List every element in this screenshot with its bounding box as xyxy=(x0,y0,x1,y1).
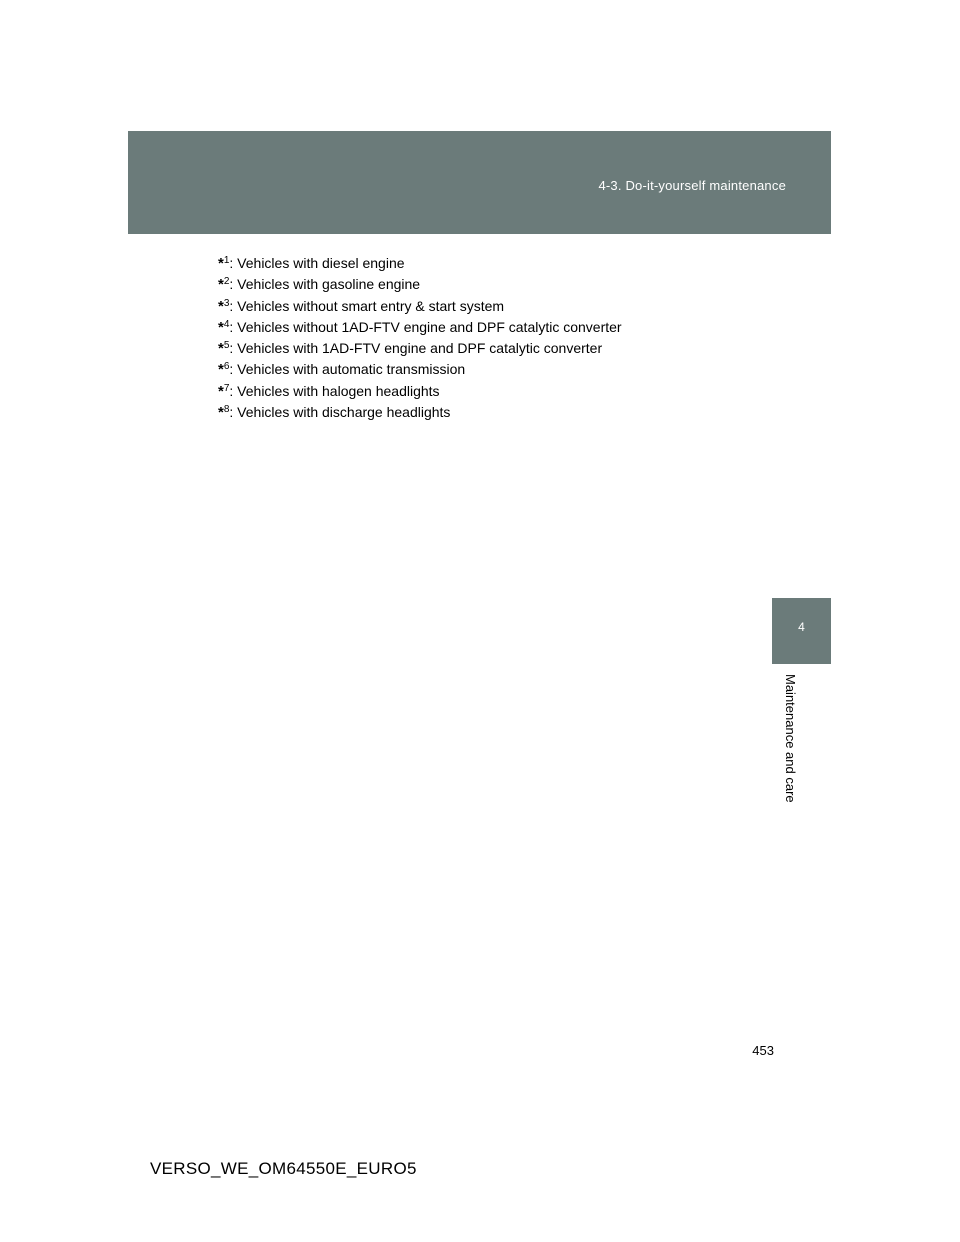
footnote-item xyxy=(218,318,622,339)
footnote-marker: * xyxy=(218,361,224,379)
footnote-text: : Vehicles with discharge headlights xyxy=(229,404,451,421)
footnote-item xyxy=(218,360,622,381)
footnote-number: 6 xyxy=(223,361,230,373)
footnote-number: 7 xyxy=(223,382,230,394)
footnote-text: : Vehicles with gasoline engine xyxy=(229,276,421,293)
section-title: 4-3. Do-it-yourself maintenance xyxy=(598,178,786,193)
footnote-marker: * xyxy=(218,276,224,294)
page-number: 453 xyxy=(752,1043,774,1058)
header-band xyxy=(128,131,831,234)
footnote-item xyxy=(218,403,622,424)
chapter-tab xyxy=(772,598,831,664)
footnote-item xyxy=(218,339,622,360)
footnote-number: 4 xyxy=(223,318,230,330)
footnote-text: : Vehicles with halogen headlights xyxy=(229,382,440,399)
footnote-marker: * xyxy=(218,297,224,315)
footnote-text: : Vehicles with diesel engine xyxy=(229,255,405,271)
chapter-label: Maintenance and care xyxy=(783,674,798,803)
footnote-text: : Vehicles without 1AD-FTV engine and DPF catalytic converter xyxy=(229,318,622,335)
footnote-number: 8 xyxy=(223,404,230,416)
footnote-item xyxy=(218,275,622,296)
footnote-number: 2 xyxy=(223,276,230,288)
footnote-text: : Vehicles with 1AD-FTV engine and DPF catalytic converter xyxy=(229,340,603,357)
chapter-number: 4 xyxy=(798,620,805,634)
footnote-marker: * xyxy=(218,404,224,422)
footnote-marker: * xyxy=(218,318,224,336)
footnote-number: 3 xyxy=(223,297,230,309)
footnote-item xyxy=(218,254,622,275)
footnote-marker: * xyxy=(218,255,224,272)
footnote-text: : Vehicles without smart entry & start system xyxy=(229,297,505,314)
footnote-item xyxy=(218,382,622,403)
footnote-item xyxy=(218,297,622,318)
footnote-list xyxy=(218,254,622,424)
footnote-text: : Vehicles with automatic transmission xyxy=(229,361,466,378)
footnote-marker: * xyxy=(218,382,224,400)
footnote-number: 1 xyxy=(223,255,230,266)
footnote-number: 5 xyxy=(223,340,230,352)
footnote-marker: * xyxy=(218,340,224,358)
document-code: VERSO_WE_OM64550E_EURO5 xyxy=(150,1159,417,1178)
